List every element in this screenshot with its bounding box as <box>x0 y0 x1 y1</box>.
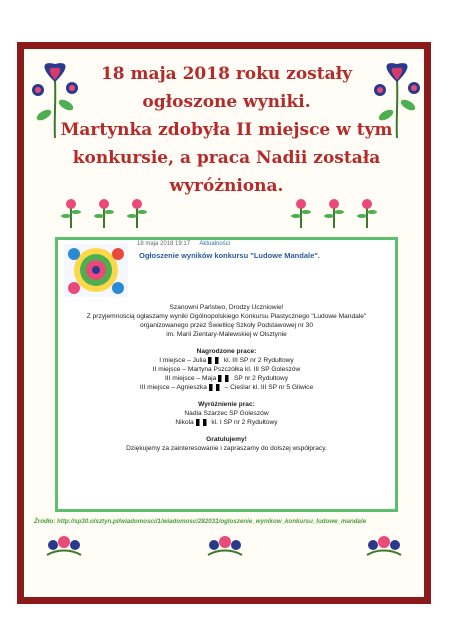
distinction-text: Nadia Szarzec SP Goleszów <box>184 410 269 417</box>
sprig-icon <box>93 198 115 228</box>
sprig-icon <box>126 198 148 228</box>
redacted-name-icon <box>196 419 210 426</box>
congrats: Gratulujemy! <box>206 436 247 443</box>
award-text: I miejsce – Julia <box>159 357 207 364</box>
thanks: Dziękujemy za zainteresowanie i zapraszamy do dolszej współpracy. <box>126 445 327 452</box>
headline-line: ogłoszone wyniki. <box>142 92 311 112</box>
headline <box>60 60 393 200</box>
source-link[interactable]: Źródło: http://sp30.olsztyn.pl/wiadomosci/1/wiadomosc/282031/ogloszenie_wynikow_konkursu_ludowe_mandale <box>34 518 367 525</box>
distinction-heading: Wyróżnienie prac: <box>198 401 255 408</box>
intro-line: Z przyjemnością ogłaszamy wyniki Ogólnopolskiego Konkursu Plastycznego "Ludowe Mandale" <box>86 313 367 320</box>
sprig-icon <box>60 198 82 228</box>
award-text: III miejsce – Maja <box>164 375 217 382</box>
distinction-row <box>62 418 391 427</box>
awards-heading: Nagrodzone prace: <box>196 348 257 355</box>
headline-line: 18 maja 2018 roku zostały <box>100 64 353 84</box>
greeting: Szanowni Państwo, Drodzy Uczniowie! <box>169 304 284 311</box>
article-body <box>62 303 391 453</box>
article-title[interactable]: Ogłoszenie wyników konkursu "Ludowe Mandale". <box>139 251 320 260</box>
sprig-icon <box>323 198 345 228</box>
headline-line: konkursie, a praca Nadii została <box>72 148 381 168</box>
redacted-name-icon <box>218 375 232 382</box>
award-row <box>62 383 391 392</box>
redacted-name-icon <box>209 384 223 391</box>
mandala-thumbnail-icon <box>64 244 128 297</box>
award-row <box>62 356 391 365</box>
folk-flower-bottom-icon <box>365 535 403 561</box>
award-text: III miejsce – Agnieszka <box>139 384 207 391</box>
intro-line: im. Marii Zientary-Malewskiej w Olsztynie <box>166 331 287 338</box>
folk-flower-bottom-icon <box>45 535 83 561</box>
distinction-row <box>62 409 391 418</box>
redacted-name-icon <box>208 357 222 364</box>
headline-line: Martynka zdobyła II miejsce w tym <box>60 120 393 140</box>
headline-line: wyróżniona. <box>169 176 284 196</box>
award-text: SP nr 2 Rydułtowy <box>233 375 289 382</box>
award-row <box>62 365 391 374</box>
sprig-icon <box>290 198 312 228</box>
folk-flower-bottom-icon <box>206 535 244 561</box>
article-date: 18 maja 2018 19:17 <box>137 241 191 247</box>
sprig-icon <box>356 198 378 228</box>
award-text: II miejsce – Martyna Pszczółka kl. III SP Goleszów <box>152 366 301 373</box>
distinction-text: kl. I SP nr 2 Rydułtowy <box>211 419 278 426</box>
award-row <box>62 374 391 383</box>
article-meta <box>137 241 238 247</box>
award-text: kl. III SP nr 2 Rydułtowy <box>223 357 294 364</box>
intro-line: organizowanego przez Świetlicę Szkoły Podstawowej nr 30 <box>140 322 313 329</box>
article-category[interactable]: Aktualności <box>199 241 231 247</box>
award-text: – Cieślar kl. III SP nr 5 Gliwice <box>224 384 314 391</box>
distinction-text: Nikola <box>175 419 194 426</box>
